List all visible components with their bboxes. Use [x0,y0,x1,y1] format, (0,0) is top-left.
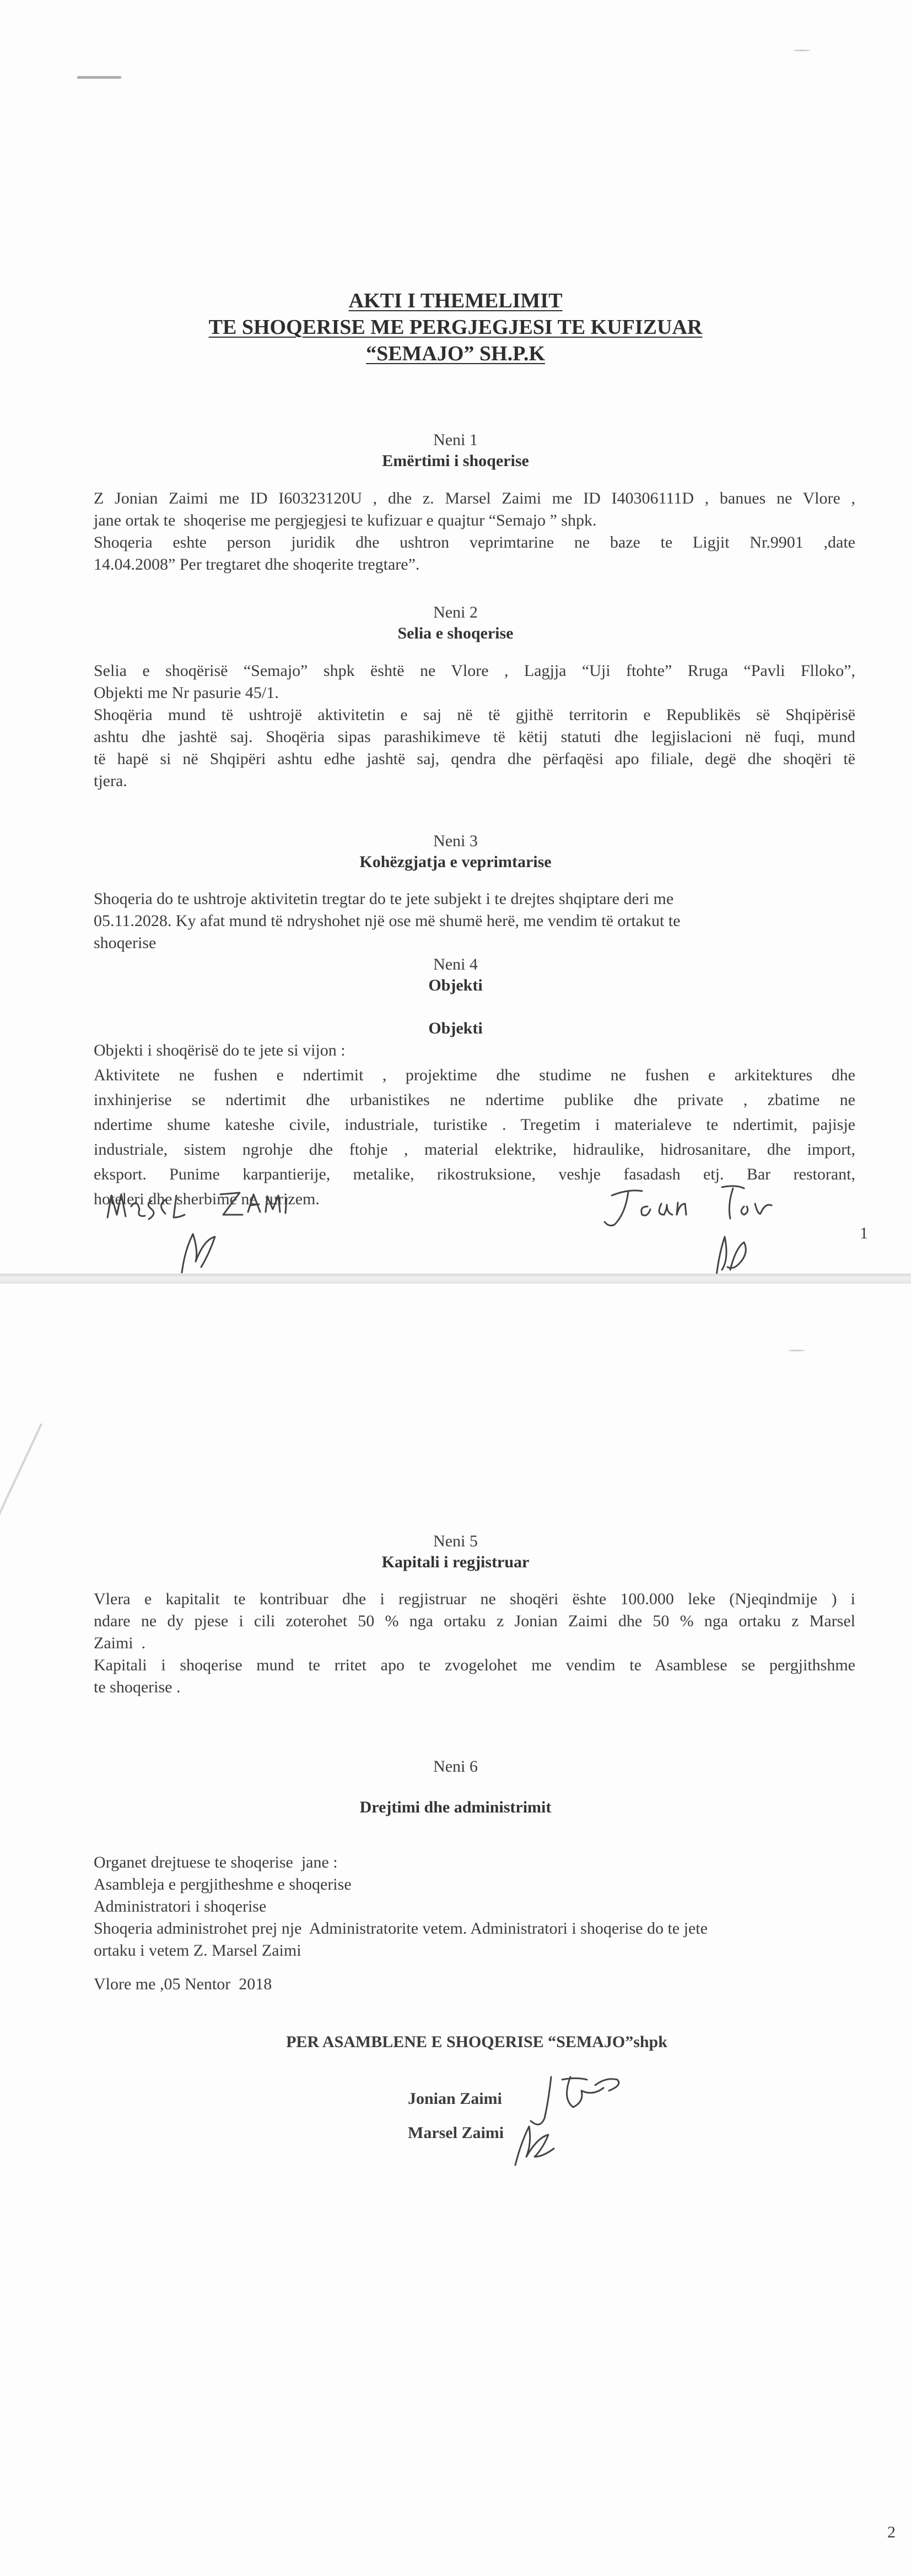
article-number: Neni 2 [433,603,478,621]
article-body [94,488,855,576]
title-line: AKTI I THEMELIMIT [348,289,563,312]
scan-mark [794,50,810,51]
article-body [94,660,855,792]
text-line: Administratori i shoqerise [94,1897,267,1915]
text-line: jane ortak te shoqerise me pergjegjesi te kufizuar e quajtur “Semajo ” shpk. [94,511,597,529]
signatory-name: Marsel Zaimi [408,2124,504,2142]
article-heading: Objekti [428,976,483,994]
text-line: Zaimi . [94,1634,146,1652]
paragraph [94,1654,855,1698]
article-number: Neni 5 [433,1532,478,1550]
text-line: Objekti i shoqërisë do te jete si vijon : [94,1041,346,1059]
text-line: eksport. Punime karpantierije, metalike, rikostruksione, veshje fasadash etj. Bar restorant, [94,1165,855,1183]
article-body [94,1588,855,1698]
scan-mark [77,76,121,79]
article-number: Neni 3 [433,832,478,850]
text-line: Z Jonian Zaimi me ID I60323120U , dhe z. Marsel Zaimi me ID I40306111D , banues ne Vlore , [94,489,855,507]
paragraph [94,704,855,792]
date-text: Vlore me ,05 Nentor 2018 [94,1975,272,1993]
text-line: te shoqerise . [94,1678,181,1696]
text-line: Vlera e kapitalit te kontribuar dhe i regjistruar ne shoqëri ështe 100.000 leke (Njeqindmije ) i [94,1590,855,1608]
paragraph [94,1588,855,1654]
page-1 [0,0,911,1274]
text-line: Shoqeria do te ushtroje aktivitetin tregtar do te jete subjekt i te drejtes shqiptare deri me [94,890,674,908]
article-number: Neni 6 [433,1757,478,1776]
text-line: shoqerise [94,934,157,952]
article-body [94,888,855,954]
document-title [0,288,911,367]
closing-heading: PER ASAMBLENE E SHOQERISE “SEMAJO”shpk [286,2033,667,2051]
date-line [94,1973,855,1995]
text-line: Objekti me Nr pasurie 45/1. [94,684,279,702]
text-line: Shoqeria administrohet prej nje Administratorite vetem. Administratori i shoqerise do te jete [94,1919,708,1938]
signatory-name: Jonian Zaimi [408,2090,502,2108]
text-line: Kapitali i shoqerise mund te rritet apo te zvogelohet me vendim te Asamblese se pergjithshme [94,1656,855,1674]
signature-marsel-zaimi [507,2110,617,2176]
scan-mark [0,1423,42,1574]
paragraph [94,1852,855,1962]
text-line: Organet drejtuese te shoqerise jane : [94,1853,338,1871]
text-line: Shoqeria eshte person juridik dhe ushtron veprimtarine ne baze te Ligjit Nr.9901 ,date [94,533,855,551]
article-heading: Kapitali i regjistruar [381,1553,530,1571]
text-line: ashtu dhe jashtë saj. Shoqëria sipas parashikimeve të këtij statuti dhe legjislacioni në fuqi, mund [94,728,855,746]
article-body [94,1852,855,1962]
paragraph [94,1038,855,1063]
text-line: Selia e shoqërisë “Semajo” shpk është ne Vlore , Lagjja “Uji ftohte” Rruga “Pavli Flloko”, [94,662,855,680]
page-number: 2 [887,2523,896,2541]
article-heading: Selia e shoqerise [397,624,514,642]
article-number: Neni 1 [433,431,478,449]
paragraph [94,488,855,532]
text-line: industriale, sistem ngrohje dhe ftohje , material elektrike, hidraulike, hidrosanitare, dhe import, [94,1140,855,1159]
article-subheading: Objekti [428,1019,483,1037]
article-heading: Emërtimi i shoqerise [382,452,529,470]
page-separator [0,1274,911,1284]
article-heading: Kohëzgjatja e veprimtarise [359,853,552,871]
text-line: Shoqëria mund të ushtrojë aktivitetin e saj në të gjithë territorin e Republikës së Shqipërisë [94,706,855,724]
text-line: inxhinjerise se ndertimit dhe urbanistikes ne ndertime publike dhe private , zbatime ne [94,1091,855,1109]
scan-mark [788,1350,805,1351]
text-line: ndare ne dy pjese i cili zoterohet 50 % nga ortaku z Jonian Zaimi dhe 50 % nga ortaku z Marsel [94,1612,855,1630]
text-line: Asambleja e pergjitheshme e shoqerise [94,1875,352,1893]
title-line: TE SHOQERISE ME PERGJEGJESI TE KUFIZUAR [208,316,703,339]
text-line: hoteleri dhe sherbime ne turizem. [94,1190,320,1208]
article-number: Neni 4 [433,955,478,973]
title-line: “SEMAJO” SH.P.K [366,342,545,365]
handwritten-signature-jonian-zaimi [606,1182,838,1281]
paragraph [94,532,855,576]
article-heading: Drejtimi dhe administrimit [359,1798,552,1816]
text-line: ortaku i vetem Z. Marsel Zaimi [94,1941,301,1960]
text-line: 14.04.2008” Per tregtaret dhe shoqerite tregtare”. [94,555,420,573]
paragraph [94,888,855,954]
text-line: ndertime shume kateshe civile, industriale, turistike . Tregetim i materialeve te ndertimit, pajisje [94,1116,855,1134]
paragraph [94,660,855,704]
text-line: të hapë si në Shqipëri ashtu edhe jashtë saj, qendra dhe përfaqësi apo filiale, degë dhe shoqëri të [94,750,855,768]
page-number: 1 [860,1224,868,1242]
text-line: Aktivitete ne fushen e ndertimit , projektime dhe studime ne fushen e arkitektures dhe [94,1066,855,1084]
text-line: tjera. [94,772,127,790]
handwritten-signature-marsel-zaimi [105,1184,336,1278]
text-line: 05.11.2028. Ky afat mund të ndryshohet një ose më shumë herë, me vendim të ortakut te [94,912,681,930]
